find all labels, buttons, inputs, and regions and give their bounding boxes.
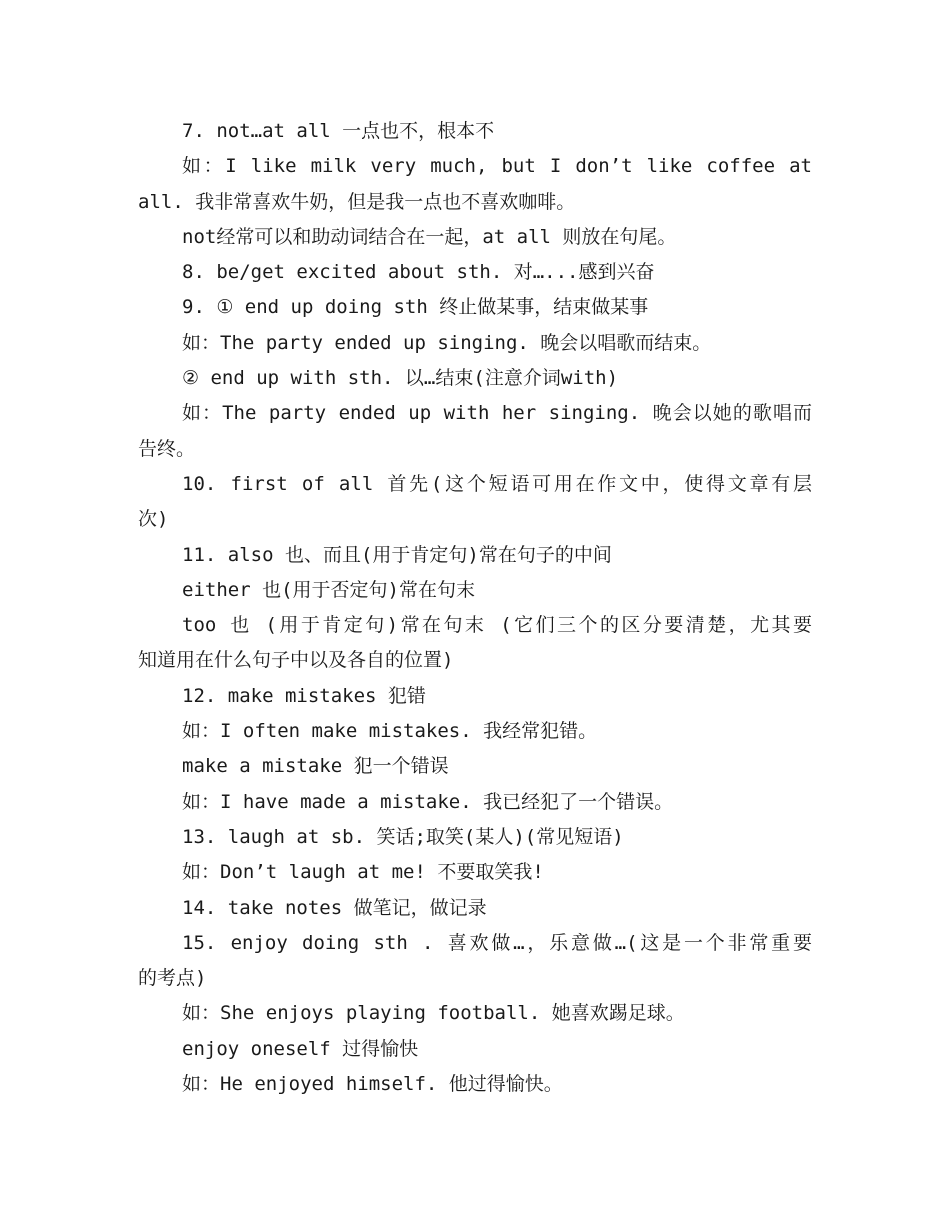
item-12-example-2: 如：I have made a mistake. 我已经犯了一个错误。 [182, 790, 674, 813]
item-15-example-1: 如：She enjoys playing football. 她喜欢踢足球。 [182, 1002, 685, 1025]
item-7-example-continued: all. 我非常喜欢牛奶，但是我一点也不喜欢咖啡。 [138, 190, 576, 213]
item-14-heading: 14. take notes 做笔记，做记录 [182, 896, 487, 919]
item-9-example-2: 如：The party ended up with her singing. 晚会以她的歌唱而 [182, 402, 812, 425]
item-10-heading-continued: 次) [138, 508, 169, 531]
item-12-example-1: 如：I often make mistakes. 我经常犯错。 [182, 720, 598, 743]
item-11-either: either 也(用于否定句)常在句末 [182, 578, 475, 601]
item-12-subheading: make a mistake 犯一个错误 [182, 755, 449, 778]
item-15-subheading: enjoy oneself 过得愉快 [182, 1037, 419, 1060]
document-body [138, 114, 812, 1102]
item-9-example-1: 如：The party ended up singing. 晚会以唱歌而结束。 [182, 331, 712, 354]
item-11-too: too 也 (用于肯定句)常在句末 (它们三个的区分要清楚，尤其要 [182, 614, 812, 637]
item-7-example: 如：I like milk very much, but I don’t like coffee at [182, 155, 812, 178]
item-11-heading: 11. also 也、而且(用于肯定句)常在句子的中间 [182, 543, 612, 566]
item-10-heading: 10. first of all 首先(这个短语可用在作文中，使得文章有层 [182, 472, 812, 495]
item-7-note: not经常可以和助动词结合在一起，at all 则放在句尾。 [182, 225, 677, 248]
item-9-heading: 9. ① end up doing sth 终止做某事，结束做某事 [182, 296, 649, 319]
item-15-heading: 15. enjoy doing sth . 喜欢做…，乐意做…(这是一个非常重要 [182, 931, 812, 954]
item-13-example: 如：Don’t laugh at me! 不要取笑我! [182, 861, 544, 884]
item-9-example-2-continued: 告终。 [138, 437, 196, 460]
item-12-heading: 12. make mistakes 犯错 [182, 684, 426, 707]
item-8-heading: 8. be/get excited about sth. 对…...感到兴奋 [182, 261, 655, 284]
item-15-heading-continued: 的考点) [138, 967, 207, 990]
item-9-subheading: ② end up with sth. 以…结束(注意介词with) [182, 367, 619, 390]
item-13-heading: 13. laugh at sb. 笑话;取笑(某人)(常见短语) [182, 825, 624, 848]
item-7-heading: 7. not…at all 一点也不，根本不 [182, 120, 495, 142]
item-15-example-2: 如：He enjoyed himself. 他过得愉快。 [182, 1073, 563, 1096]
item-11-too-continued: 知道用在什么句子中以及各自的位置) [138, 649, 454, 672]
